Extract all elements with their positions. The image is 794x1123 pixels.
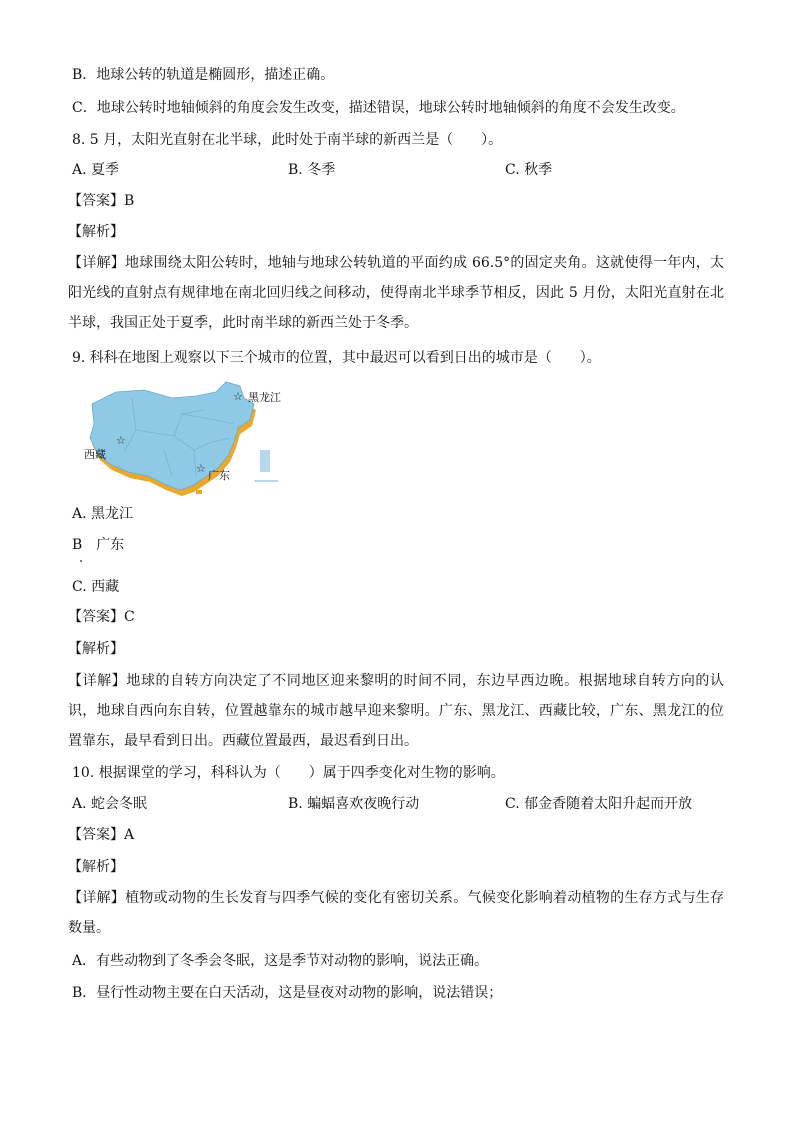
q10-analysis-heading: 【解析】 <box>68 859 124 875</box>
q8-detail: 【详解】地球围绕太阳公转时，地轴与地球公转轨道的平面约成 66.5°的固定夹角。这就使得一年内，太阳光线的直射点有规律地在南北回归线之间移动，使得南北半球季节相反，因此 5 月份，太阳光直射在北半球，我国正处于夏季，此时南半球的新西兰处于冬季。 <box>68 255 724 331</box>
q8-option-a: A. 夏季 <box>72 162 120 178</box>
q8-option-c: C. 秋季 <box>505 162 553 178</box>
star-icon: ☆ <box>116 434 126 447</box>
q10-detail: 【详解】植物或动物的生长发育与四季气候的变化有密切关系。气候变化影响着动植物的生存方式与生存数量。 <box>68 890 724 936</box>
q10-answer: 【答案】A <box>68 827 135 843</box>
q8-answer: 【答案】B <box>68 193 135 209</box>
q10-explanation-b: B．昼行性动物主要在白天活动，这是昼夜对动物的影响，说法错误； <box>72 985 503 1001</box>
q10-option-b: B. 蝙蝠喜欢夜晚行动 <box>288 796 420 812</box>
q9-option-c: C. 西藏 <box>72 579 120 595</box>
q9-analysis-heading: 【解析】 <box>68 641 124 657</box>
q9-option-a: A. 黑龙江 <box>72 506 134 522</box>
china-map-figure <box>84 380 284 498</box>
question-9: 9. 科科在地图上观察以下三个城市的位置，其中最迟可以看到日出的城市是（ ）。 <box>72 350 601 366</box>
q9-detail: 【详解】地球的自转方向决定了不同地区迎来黎明的时间不同，东边早西边晚。根据地球自转方向的认识，地球自西向东自转，位置越靠东的城市越早迎来黎明。广东、黑龙江、西藏比较，广东、黑龙江的位置靠东，最早看到日出。西藏位置最西，最迟看到日出。 <box>68 673 724 749</box>
explanation-b: B．地球公转的轨道是椭圆形，描述正确。 <box>72 67 335 83</box>
q8-analysis-heading: 【解析】 <box>68 224 124 240</box>
map-label-heilongjiang: 黑龙江 <box>248 392 281 404</box>
star-icon: ☆ <box>233 390 243 403</box>
star-icon: ☆ <box>196 462 206 475</box>
stray-dot <box>80 560 82 562</box>
question-10: 10. 根据课堂的学习，科科认为（ ）属于四季变化对生物的影响。 <box>72 765 505 781</box>
south-sea-islands <box>254 450 278 482</box>
q8-option-b: B. 冬季 <box>288 162 336 178</box>
q10-option-c: C. 郁金香随着太阳升起而开放 <box>505 796 693 812</box>
q9-option-b: B 广东 <box>72 537 125 553</box>
map-label-xizang: 西藏 <box>84 449 106 461</box>
map-label-guangdong: 广东 <box>208 470 230 482</box>
explanation-c: C．地球公转时地轴倾斜的角度会发生改变，描述错误，地球公转时地轴倾斜的角度不会发生改变。 <box>72 100 685 116</box>
question-8: 8. 5 月，太阳光直射在北半球，此时处于南半球的新西兰是（ ）。 <box>72 132 503 148</box>
hainan-shadow <box>196 490 202 494</box>
q10-option-a: A. 蛇会冬眠 <box>72 796 148 812</box>
q10-explanation-a: A．有些动物到了冬季会冬眠，这是季节对动物的影响，说法正确。 <box>72 953 489 969</box>
q9-answer: 【答案】C <box>68 609 135 625</box>
